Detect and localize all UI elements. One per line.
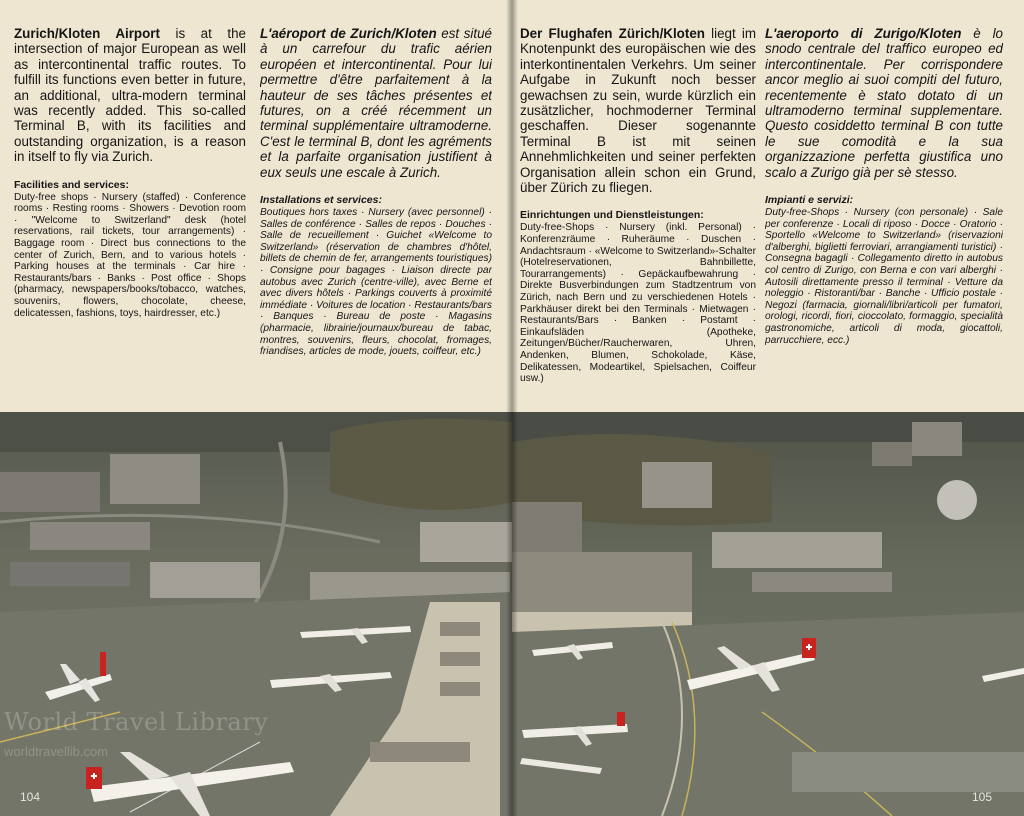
french-services-text: Boutiques hors taxes · Nursery (avec personnel) · Salles de conférence · Salles de repos · Douches · Salle de recueillement · Guichet «Welcome to Switzerland» (réservation de chambres d'hôtel, billets de chemin de fer, arrangements touristiques) · Consigne pour bagages · Liaison directe par autobus avec Zurich (centre-ville), avec Berne et avec divers hôtels · Parkings couverts à proximité immédiate · Voitures de location · Restaurants/bars · Banques · Bureau de poste · Magasins (pharmacie, librairie/journaux/bureau de tabac, montres, souvenirs, fleurs, chocolat, fromages, friandises, articles de mode, jouets, coiffeur, etc.) [260,207,492,358]
english-intro-text: is at the intersection of major European as well as intercontinental traffic routes. To fulfill its functions even better in future, an additional, ultra-modern terminal was recently added. This so-called Terminal B, with its facilities and outstanding organization, is a reason in itself to fly via Zurich. [14,26,246,165]
italian-intro-text: è lo snodo centrale del traffico europeo ed intercontinentale. Per corrispondere ancor meglio ai suoi compiti del futuro, recentemente è stato dotato di un ultramoderno terminal supplementare. Questo cosiddetto terminal B con tutte le sue comodità e la sua organizzazione perfetta giustifica uno scalo a Zurigo già per sè stesso. [765,26,1003,180]
german-heading: Der Flughafen Zürich/Kloten [520,26,705,41]
english-column [14,26,246,319]
french-column [260,26,492,358]
watermark [4,708,268,759]
italian-column [765,26,1003,346]
german-intro-text: liegt im Knotenpunkt des europäischen wie des interkontinentalen Verkehrs. Um seiner Aufgabe in Zukunft noch besser gewachsen zu sein, wurde kürzlich ein zusätzlicher, hochmoderner Terminal geschaffen. Dieser sogenannte Terminal B ist mit seinen Annehmlichkeiten und seiner perfekten Organisation allein schon ein Grund, über Zürich zu fliegen. [520,26,756,196]
german-services-title: Einrichtungen und Dienstleistungen: [520,209,704,222]
right-page [512,0,1024,816]
book-gutter [506,0,518,816]
german-intro [520,26,756,195]
page-number-right: 105 [972,790,993,804]
english-intro [14,26,246,165]
french-intro [260,26,492,180]
german-services-text: Duty-free-Shops · Nursery (inkl. Personal) · Konferenzräume · Ruheräume · Duschen · Andachtsraum · «Welcome to Switzerland»-Schalter (Hotelreservationen, Bahnbillette, Tourarrangements) · Gepäckaufbewahrung · Direkte Busverbindungen zum Stadtzentrum von Zürich, nach Bern und zu verschiedenen Hotels · Parkhäuser direkt bei den Terminals · Mietwagen · Restaurants/Bars · Banken · Postamt · Einkaufsläden (Apotheke, Zeitungen/Bücher/Raucherwaren, Uhren, Andenken, Blumen, Schokolade, Käse, Delikatessen, Modeartikel, Spielsachen, Coiffeur usw.) [520,222,756,385]
french-intro-text: est situé à un carrefour du trafic aérien européen et intercontinental. Pour lui permettre d'être parfaitement à la hauteur de ses tâches présentes et futures, on a créé récemment un terminal supplémentaire ultramoderne. C'est le terminal B, dont les agréments et la parfaite organisation justifient à eux seuls une escale à Zurich. [260,26,492,180]
english-heading: Zurich/Kloten Airport [14,26,160,41]
page-number-left: 104 [20,790,41,804]
french-services-title: Installations et services: [260,194,382,207]
italian-intro [765,26,1003,180]
german-column [520,26,756,385]
french-heading: L'aéroport de Zurich/Kloten [260,26,437,41]
italian-services-title: Impianti e servizi: [765,194,854,207]
english-services-title: Facilities and services: [14,178,129,191]
english-services-text: Duty-free shops · Nursery (staffed) · Conference rooms · Resting rooms · Showers · Devotion room · "Welcome to Switzerland" desk (hotel reservations, rail tickets, tour arrangements) · Baggage room · Direct bus connections to the center of Zurich, Bern, and to various hotels · Parking houses at the terminals · Car hire · Restaurants/bars · Banks · Post office · Shops (pharmacy, newspapers/books/tobacco, watches, souvenirs, flowers, chocolate, cheese, delicatessen, fashions, toys, hairdresser, etc.) [14,191,246,319]
airport-aerial-photo-right [512,412,1024,816]
watermark-url: worldtravellib.com [4,744,109,759]
italian-heading: L'aeroporto di Zurigo/Kloten [765,26,962,41]
italian-services-text: Duty-free-Shops · Nursery (con personale) · Sale per conferenze · Locali di riposo · Docce · Oratorio · Sportello «Welcome to Switzerland» (riservazioni d'alberghi, biglietti ferroviari, arrangiamenti turistici) · Consegna bagagli · Collegamento diretto in autobus col centro di Zurigo, con Berna e con vari alberghi · Autosili direttamente presso il terminal · Vetture da noleggio · Ristoranti/bar · Banche · Ufficio postale · Negozi (farmacia, giornali/libri/articoli per fumatori, orologi, ricordi, fiori, cioccolato, formaggio, specialità gastronomiche, articoli di moda, giocattoli, parrucchiere, ecc.) [765,207,1003,346]
watermark-title: World Travel Library [4,708,269,736]
